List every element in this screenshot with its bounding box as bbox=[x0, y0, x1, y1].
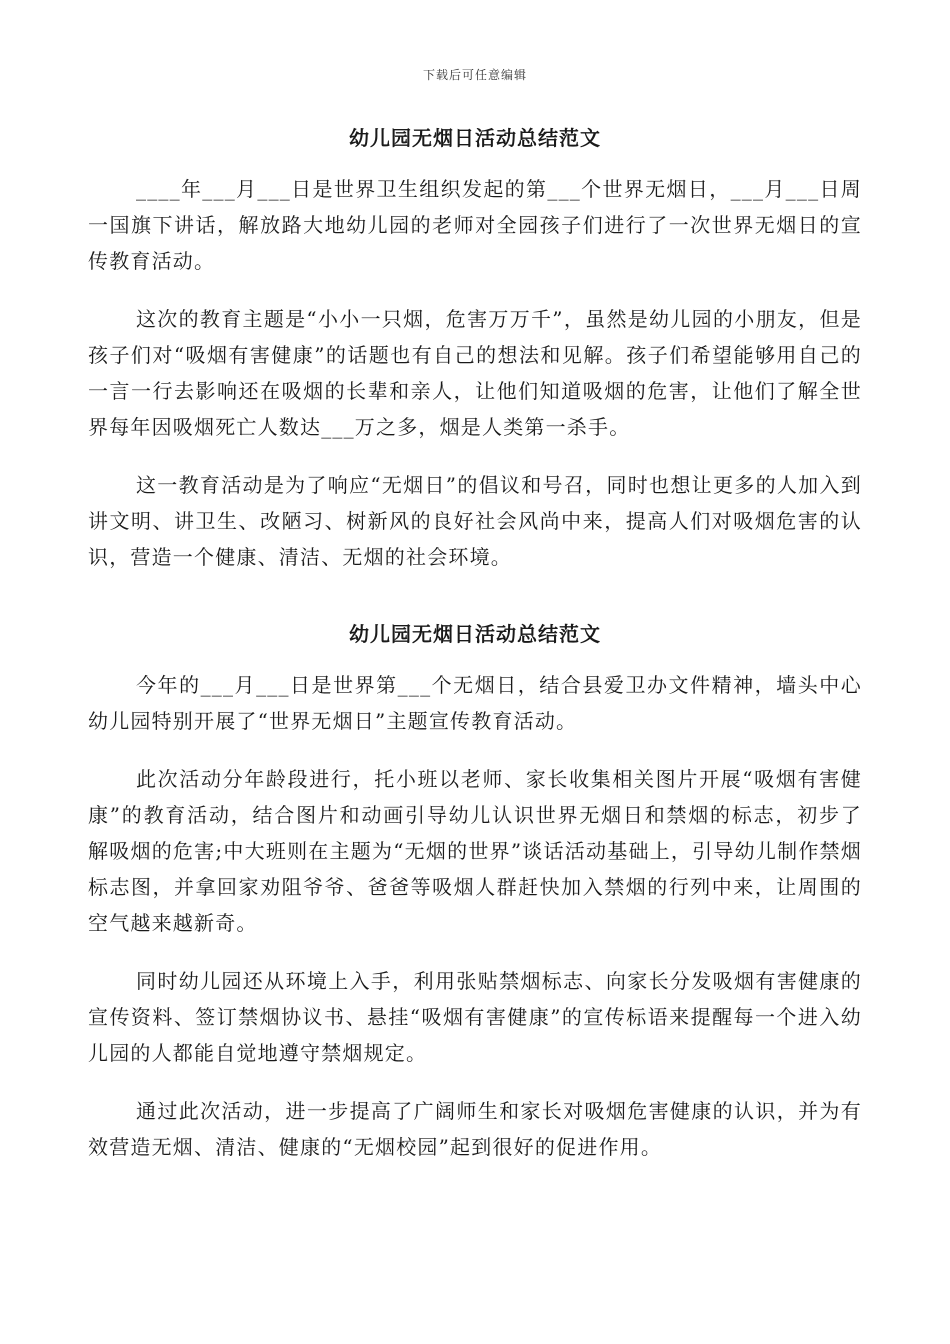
paragraph: 这一教育活动是为了响应“无烟日”的倡议和号召，同时也想让更多的人加入到讲文明、讲卫生、改陋习、树新风的良好社会风尚中来，提高人们对吸烟危害的认识，营造一个健康、清洁、无烟的社会环境。 bbox=[88, 473, 862, 569]
paragraph: 同时幼儿园还从环境上入手，利用张贴禁烟标志、向家长分发吸烟有害健康的宣传资料、签订禁烟协议书、悬挂“吸烟有害健康”的宣传标语来提醒每一个进入幼儿园的人都能自觉地遵守禁烟规定。 bbox=[88, 969, 862, 1065]
section-title: 幼儿园无烟日活动总结范文 bbox=[349, 622, 601, 646]
paragraph: 此次活动分年龄段进行，托小班以老师、家长收集相关图片开展“吸烟有害健康”的教育活动，结合图片和动画引导幼儿认识世界无烟日和禁烟的标志，初步了解吸烟的危害;中大班则在主题为“无烟的世界”谈话活动基础上，引导幼儿制作禁烟标志图，并拿回家劝阻爷爷、爸爸等吸烟人群赶快加入禁烟的行列中来，让周围的空气越来越新奇。 bbox=[88, 767, 862, 935]
article-section-1 bbox=[88, 122, 862, 597]
paragraph: ____年___月___日是世界卫生组织发起的第___个世界无烟日，___月___日周一国旗下讲话，解放路大地幼儿园的老师对全园孩子们进行了一次世界无烟日的宣传教育活动。 bbox=[88, 177, 862, 273]
paragraph: 今年的___月___日是世界第___个无烟日，结合县爱卫办文件精神，墙头中心幼儿园特别开展了“世界无烟日”主题宣传教育活动。 bbox=[88, 673, 862, 733]
article-section-2 bbox=[88, 618, 862, 1187]
paragraph: 这次的教育主题是“小小一只烟，危害万万千”，虽然是幼儿园的小朋友，但是孩子们对“吸烟有害健康”的话题也有自己的想法和见解。孩子们希望能够用自己的一言一行去影响还在吸烟的长辈和亲人，让他们知道吸烟的危害，让他们了解全世界每年因吸烟死亡人数达___万之多，烟是人类第一杀手。 bbox=[88, 307, 862, 439]
header-note: 下载后可任意编辑 bbox=[422, 68, 527, 82]
paragraph: 通过此次活动，进一步提高了广阔师生和家长对吸烟危害健康的认识，并为有效营造无烟、清洁、健康的“无烟校园”起到很好的促进作用。 bbox=[88, 1099, 862, 1159]
section-title: 幼儿园无烟日活动总结范文 bbox=[349, 126, 601, 150]
